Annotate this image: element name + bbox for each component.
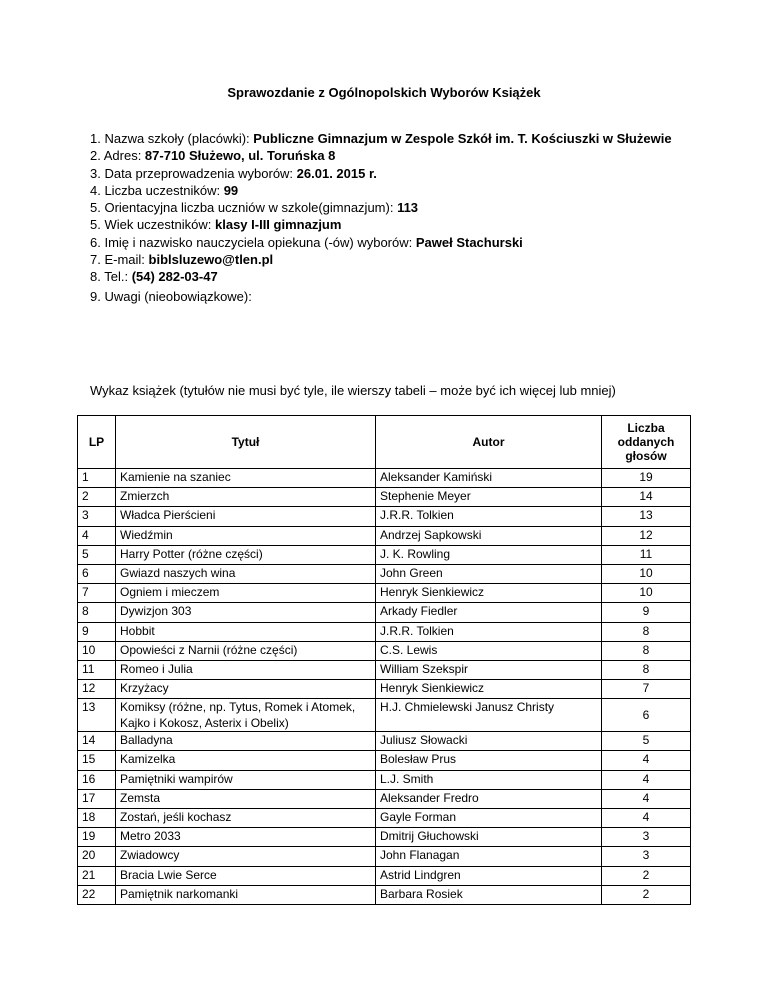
cell-votes: 4 <box>602 751 691 770</box>
cell-author: J.R.R. Tolkien <box>376 622 602 641</box>
cell-author: Astrid Lindgren <box>376 866 602 885</box>
cell-lp: 13 <box>78 699 116 732</box>
info-value: biblsluzewo@tlen.pl <box>148 252 274 268</box>
table-row <box>78 564 691 583</box>
cell-lp: 11 <box>78 660 116 679</box>
cell-title: Krzyżacy <box>116 680 376 699</box>
cell-lp: 14 <box>78 732 116 751</box>
table-row <box>78 866 691 885</box>
cell-title: Bracia Lwie Serce <box>116 866 376 885</box>
cell-title: Pamiętnik narkomanki <box>116 885 376 904</box>
header-votes: Liczba oddanych głosów <box>602 416 691 469</box>
table-row <box>78 847 691 866</box>
cell-author: Bolesław Prus <box>376 751 602 770</box>
cell-author: Aleksander Fredro <box>376 789 602 808</box>
cell-title: Kamienie na szaniec <box>116 469 376 488</box>
cell-title: Kamizelka <box>116 751 376 770</box>
table-row <box>78 526 691 545</box>
info-label: 3. Data przeprowadzenia wyborów: <box>90 165 297 181</box>
cell-lp: 7 <box>78 584 116 603</box>
table-row <box>78 885 691 904</box>
books-table <box>77 415 691 905</box>
info-label: 2. Adres: <box>90 148 145 164</box>
table-row <box>78 603 691 622</box>
info-value: 26.01. 2015 r. <box>296 165 377 181</box>
cell-votes: 7 <box>602 680 691 699</box>
info-line <box>90 216 760 233</box>
info-line <box>90 251 760 268</box>
cell-votes: 3 <box>602 847 691 866</box>
info-value: Paweł Stachurski <box>415 234 523 250</box>
table-row <box>78 584 691 603</box>
info-label: 6. Imię i nazwisko nauczyciela opiekuna (-ów) wyborów: <box>90 234 416 250</box>
cell-title: Zwiadowcy <box>116 847 376 866</box>
cell-votes: 3 <box>602 828 691 847</box>
info-value: 87-710 Służewo, ul. Toruńska 8 <box>144 148 336 164</box>
cell-lp: 9 <box>78 622 116 641</box>
cell-title: Ogniem i mieczem <box>116 584 376 603</box>
table-row <box>78 699 691 732</box>
table-row <box>78 469 691 488</box>
cell-title: Opowieści z Narnii (różne części) <box>116 641 376 660</box>
table-row <box>78 507 691 526</box>
info-line <box>90 268 760 285</box>
cell-author: H.J. Chmielewski Janusz Christy <box>376 699 602 732</box>
table-row <box>78 545 691 564</box>
cell-lp: 21 <box>78 866 116 885</box>
table-row <box>78 488 691 507</box>
table-row <box>78 622 691 641</box>
cell-lp: 2 <box>78 488 116 507</box>
cell-votes: 4 <box>602 789 691 808</box>
cell-title: Romeo i Julia <box>116 660 376 679</box>
cell-title: Gwiazd naszych wina <box>116 564 376 583</box>
cell-author: Barbara Rosiek <box>376 885 602 904</box>
table-row <box>78 732 691 751</box>
table-row <box>78 770 691 789</box>
cell-votes: 19 <box>602 469 691 488</box>
remarks-label: 9. Uwagi (nieobowiązkowe): <box>90 289 252 304</box>
cell-votes: 12 <box>602 526 691 545</box>
cell-votes: 4 <box>602 809 691 828</box>
info-line <box>90 165 760 182</box>
table-row <box>78 641 691 660</box>
cell-author: C.S. Lewis <box>376 641 602 660</box>
cell-author: J.R.R. Tolkien <box>376 507 602 526</box>
cell-votes: 2 <box>602 866 691 885</box>
cell-title: Pamiętniki wampirów <box>116 770 376 789</box>
cell-author: Henryk Sienkiewicz <box>376 680 602 699</box>
cell-author: John Green <box>376 564 602 583</box>
cell-votes: 8 <box>602 622 691 641</box>
info-value: Publiczne Gimnazjum w Zespole Szkół im. T. Kościuszki w Służewie <box>253 131 672 146</box>
header-author: Autor <box>376 416 602 469</box>
cell-lp: 18 <box>78 809 116 828</box>
info-label: 7. E-mail: <box>90 252 149 268</box>
cell-author: Arkady Fiedler <box>376 603 602 622</box>
cell-votes: 10 <box>602 584 691 603</box>
cell-title: Metro 2033 <box>116 828 376 847</box>
cell-votes: 14 <box>602 488 691 507</box>
cell-lp: 4 <box>78 526 116 545</box>
cell-lp: 19 <box>78 828 116 847</box>
cell-author: Henryk Sienkiewicz <box>376 584 602 603</box>
cell-author: Gayle Forman <box>376 809 602 828</box>
cell-author: John Flanagan <box>376 847 602 866</box>
cell-title: Hobbit <box>116 622 376 641</box>
cell-title: Komiksy (różne, np. Tytus, Romek i Atomek, Kajko i Kokosz, Asterix i Obelix) <box>116 699 376 732</box>
table-row <box>78 828 691 847</box>
cell-lp: 15 <box>78 751 116 770</box>
info-label: 8. Tel.: <box>90 269 132 285</box>
cell-votes: 4 <box>602 770 691 789</box>
cell-votes: 11 <box>602 545 691 564</box>
document-title: Sprawozdanie z Ogólnopolskich Wyborów Książek <box>227 85 541 100</box>
cell-title: Zemsta <box>116 789 376 808</box>
info-label: 5. Orientacyjna liczba uczniów w szkole(gimnazjum): <box>90 200 398 216</box>
cell-author: Andrzej Sapkowski <box>376 526 602 545</box>
table-intro: Wykaz książek (tytułów nie musi być tyle, ile wierszy tabeli – może być ich więcej lub mniej) <box>90 383 616 398</box>
cell-lp: 17 <box>78 789 116 808</box>
cell-votes: 13 <box>602 507 691 526</box>
cell-lp: 6 <box>78 564 116 583</box>
info-value: 113 <box>397 200 419 216</box>
table-row <box>78 680 691 699</box>
cell-title: Harry Potter (różne części) <box>116 545 376 564</box>
info-value: (54) 282-03-47 <box>131 269 218 285</box>
cell-votes: 5 <box>602 732 691 751</box>
cell-lp: 1 <box>78 469 116 488</box>
cell-lp: 8 <box>78 603 116 622</box>
info-line <box>90 130 760 147</box>
cell-lp: 10 <box>78 641 116 660</box>
info-line <box>90 199 760 216</box>
cell-author: Stephenie Meyer <box>376 488 602 507</box>
cell-author: J. K. Rowling <box>376 545 602 564</box>
cell-author: Dmitrij Głuchowski <box>376 828 602 847</box>
table-header-row <box>78 416 691 469</box>
cell-lp: 3 <box>78 507 116 526</box>
cell-votes: 9 <box>602 603 691 622</box>
cell-votes: 8 <box>602 660 691 679</box>
cell-lp: 5 <box>78 545 116 564</box>
cell-title: Zmierzch <box>116 488 376 507</box>
cell-votes: 2 <box>602 885 691 904</box>
cell-title: Zostań, jeśli kochasz <box>116 809 376 828</box>
info-line <box>90 147 760 164</box>
info-line <box>90 234 760 251</box>
table-row <box>78 660 691 679</box>
cell-title: Władca Pierścieni <box>116 507 376 526</box>
cell-lp: 16 <box>78 770 116 789</box>
cell-title: Balladyna <box>116 732 376 751</box>
cell-lp: 20 <box>78 847 116 866</box>
cell-author: L.J. Smith <box>376 770 602 789</box>
cell-votes: 8 <box>602 641 691 660</box>
cell-votes: 6 <box>602 699 691 732</box>
info-line <box>90 182 760 199</box>
cell-lp: 22 <box>78 885 116 904</box>
table-row <box>78 751 691 770</box>
header-lp: LP <box>78 416 116 469</box>
cell-author: Juliusz Słowacki <box>376 732 602 751</box>
header-title: Tytuł <box>116 416 376 469</box>
info-label: 5. Wiek uczestników: <box>90 217 215 233</box>
info-label: 1. Nazwa szkoły (placówki): <box>90 131 254 146</box>
info-label: 4. Liczba uczestników: <box>90 182 224 198</box>
info-value: klasy I-III gimnazjum <box>215 217 342 233</box>
cell-author: Aleksander Kamiński <box>376 469 602 488</box>
school-info <box>90 130 760 286</box>
cell-votes: 10 <box>602 564 691 583</box>
cell-lp: 12 <box>78 680 116 699</box>
table-row <box>78 789 691 808</box>
table-row <box>78 809 691 828</box>
cell-author: William Szekspir <box>376 660 602 679</box>
cell-title: Wiedźmin <box>116 526 376 545</box>
cell-title: Dywizjon 303 <box>116 603 376 622</box>
info-value: 99 <box>223 182 239 198</box>
